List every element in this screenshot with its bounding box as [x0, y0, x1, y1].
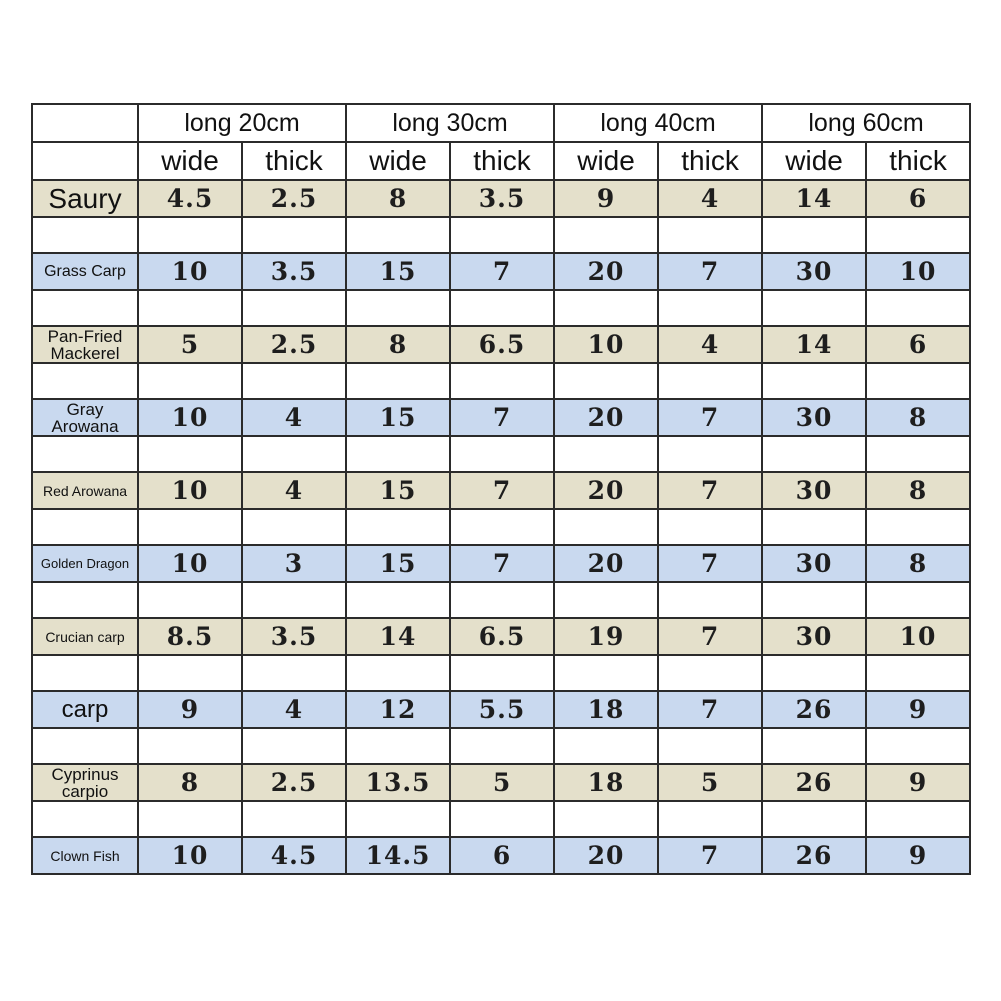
wide-value-cell: 10	[554, 326, 658, 363]
length-header: long 60cm	[762, 104, 970, 142]
empty-cell	[242, 436, 346, 472]
wide-value-cell: 10	[138, 399, 242, 436]
wide-value-cell: 13.5	[346, 764, 450, 801]
dimension-header: thick	[450, 142, 554, 180]
empty-cell	[346, 436, 450, 472]
corner-cell	[32, 104, 138, 142]
length-header: long 40cm	[554, 104, 762, 142]
empty-cell	[346, 582, 450, 618]
wide-value-cell: 8	[138, 764, 242, 801]
empty-cell	[450, 801, 554, 837]
fish-row	[32, 253, 970, 290]
thick-value-cell: 8	[866, 472, 970, 509]
empty-cell	[450, 290, 554, 326]
empty-cell	[32, 217, 138, 253]
empty-cell	[866, 801, 970, 837]
spacer-row	[32, 728, 970, 764]
empty-cell	[138, 363, 242, 399]
wide-value-cell: 14.5	[346, 837, 450, 874]
thick-value-cell: 4	[658, 180, 762, 217]
thick-value-cell: 7	[450, 399, 554, 436]
empty-cell	[658, 290, 762, 326]
thick-value-cell: 8	[866, 399, 970, 436]
wide-value-cell: 8	[346, 326, 450, 363]
thick-value-cell: 6.5	[450, 326, 554, 363]
empty-cell	[242, 801, 346, 837]
empty-cell	[554, 363, 658, 399]
thick-value-cell: 7	[450, 545, 554, 582]
dimension-header: wide	[138, 142, 242, 180]
empty-cell	[762, 728, 866, 764]
wide-value-cell: 5	[138, 326, 242, 363]
dimension-header: thick	[658, 142, 762, 180]
thick-value-cell: 7	[450, 472, 554, 509]
thick-value-cell: 7	[658, 618, 762, 655]
empty-cell	[866, 582, 970, 618]
thick-value-cell: 6	[866, 326, 970, 363]
empty-cell	[32, 509, 138, 545]
wide-value-cell: 18	[554, 691, 658, 728]
empty-cell	[762, 290, 866, 326]
wide-value-cell: 14	[762, 180, 866, 217]
empty-cell	[554, 801, 658, 837]
empty-cell	[554, 728, 658, 764]
empty-cell	[242, 290, 346, 326]
thick-value-cell: 5.5	[450, 691, 554, 728]
fish-row	[32, 399, 970, 436]
spacer-row	[32, 655, 970, 691]
wide-value-cell: 30	[762, 618, 866, 655]
empty-cell	[346, 655, 450, 691]
length-header-row	[32, 104, 970, 142]
empty-cell	[658, 728, 762, 764]
wide-value-cell: 30	[762, 472, 866, 509]
wide-value-cell: 8	[346, 180, 450, 217]
wide-value-cell: 15	[346, 545, 450, 582]
thick-value-cell: 6	[866, 180, 970, 217]
dimension-header: wide	[554, 142, 658, 180]
thick-value-cell: 10	[866, 253, 970, 290]
wide-value-cell: 9	[554, 180, 658, 217]
empty-cell	[138, 655, 242, 691]
thick-value-cell: 3.5	[450, 180, 554, 217]
empty-cell	[762, 436, 866, 472]
thick-value-cell: 10	[866, 618, 970, 655]
empty-cell	[554, 655, 658, 691]
wide-value-cell: 4.5	[138, 180, 242, 217]
spacer-row	[32, 801, 970, 837]
empty-cell	[138, 290, 242, 326]
wide-value-cell: 10	[138, 472, 242, 509]
empty-cell	[346, 728, 450, 764]
empty-cell	[242, 509, 346, 545]
empty-cell	[346, 509, 450, 545]
wide-value-cell: 20	[554, 837, 658, 874]
empty-cell	[346, 217, 450, 253]
corner-cell	[32, 142, 138, 180]
thick-value-cell: 4	[242, 472, 346, 509]
fish-name-cell: Crucian carp	[32, 618, 138, 655]
fish-name-cell: Red Arowana	[32, 472, 138, 509]
fish-size-table	[31, 103, 971, 875]
empty-cell	[138, 801, 242, 837]
empty-cell	[32, 290, 138, 326]
empty-cell	[762, 582, 866, 618]
thick-value-cell: 6	[450, 837, 554, 874]
empty-cell	[138, 728, 242, 764]
wide-value-cell: 12	[346, 691, 450, 728]
thick-value-cell: 7	[658, 472, 762, 509]
empty-cell	[866, 509, 970, 545]
thick-value-cell: 9	[866, 837, 970, 874]
empty-cell	[32, 436, 138, 472]
thick-value-cell: 9	[866, 764, 970, 801]
fish-name-cell: carp	[32, 691, 138, 728]
fish-name-cell: Gray Arowana	[32, 399, 138, 436]
empty-cell	[658, 582, 762, 618]
fish-name-cell: Pan-Fried Mackerel	[32, 326, 138, 363]
wide-value-cell: 9	[138, 691, 242, 728]
thick-value-cell: 7	[658, 545, 762, 582]
thick-value-cell: 3	[242, 545, 346, 582]
thick-value-cell: 8	[866, 545, 970, 582]
wide-value-cell: 30	[762, 399, 866, 436]
wide-value-cell: 14	[346, 618, 450, 655]
thick-value-cell: 2.5	[242, 180, 346, 217]
empty-cell	[242, 582, 346, 618]
thick-value-cell: 3.5	[242, 253, 346, 290]
thick-value-cell: 4	[242, 399, 346, 436]
fish-row	[32, 618, 970, 655]
fish-row	[32, 326, 970, 363]
empty-cell	[138, 509, 242, 545]
empty-cell	[450, 363, 554, 399]
thick-value-cell: 2.5	[242, 326, 346, 363]
empty-cell	[658, 509, 762, 545]
empty-cell	[762, 363, 866, 399]
wide-value-cell: 10	[138, 545, 242, 582]
empty-cell	[658, 217, 762, 253]
wide-value-cell: 26	[762, 837, 866, 874]
spacer-row	[32, 217, 970, 253]
thick-value-cell: 4	[658, 326, 762, 363]
wide-value-cell: 26	[762, 764, 866, 801]
empty-cell	[450, 509, 554, 545]
fish-row	[32, 691, 970, 728]
spacer-row	[32, 363, 970, 399]
dimension-header: thick	[242, 142, 346, 180]
fish-row	[32, 837, 970, 874]
empty-cell	[242, 217, 346, 253]
spacer-row	[32, 436, 970, 472]
empty-cell	[762, 655, 866, 691]
empty-cell	[658, 655, 762, 691]
fish-row	[32, 180, 970, 217]
wide-value-cell: 14	[762, 326, 866, 363]
fish-name-cell: Golden Dragon	[32, 545, 138, 582]
thick-value-cell: 5	[658, 764, 762, 801]
length-header: long 30cm	[346, 104, 554, 142]
empty-cell	[138, 436, 242, 472]
wide-value-cell: 19	[554, 618, 658, 655]
spacer-row	[32, 509, 970, 545]
thick-value-cell: 4.5	[242, 837, 346, 874]
dimension-header: wide	[762, 142, 866, 180]
thick-value-cell: 5	[450, 764, 554, 801]
wide-value-cell: 15	[346, 399, 450, 436]
wide-value-cell: 20	[554, 472, 658, 509]
empty-cell	[32, 728, 138, 764]
thick-value-cell: 7	[658, 691, 762, 728]
empty-cell	[658, 801, 762, 837]
wide-value-cell: 18	[554, 764, 658, 801]
fish-row	[32, 545, 970, 582]
wide-value-cell: 30	[762, 253, 866, 290]
empty-cell	[866, 217, 970, 253]
thick-value-cell: 6.5	[450, 618, 554, 655]
empty-cell	[138, 217, 242, 253]
empty-cell	[138, 582, 242, 618]
empty-cell	[762, 801, 866, 837]
empty-cell	[554, 582, 658, 618]
spacer-row	[32, 582, 970, 618]
empty-cell	[866, 363, 970, 399]
empty-cell	[762, 217, 866, 253]
dimension-header: wide	[346, 142, 450, 180]
empty-cell	[242, 363, 346, 399]
empty-cell	[346, 801, 450, 837]
empty-cell	[866, 290, 970, 326]
empty-cell	[554, 509, 658, 545]
empty-cell	[242, 728, 346, 764]
fish-row	[32, 472, 970, 509]
fish-row	[32, 764, 970, 801]
thick-value-cell: 7	[450, 253, 554, 290]
dimension-header-row	[32, 142, 970, 180]
fish-name-cell: Grass Carp	[32, 253, 138, 290]
thick-value-cell: 7	[658, 253, 762, 290]
thick-value-cell: 3.5	[242, 618, 346, 655]
empty-cell	[32, 582, 138, 618]
empty-cell	[450, 728, 554, 764]
empty-cell	[554, 436, 658, 472]
empty-cell	[554, 290, 658, 326]
thick-value-cell: 7	[658, 837, 762, 874]
wide-value-cell: 15	[346, 253, 450, 290]
thick-value-cell: 9	[866, 691, 970, 728]
empty-cell	[450, 217, 554, 253]
empty-cell	[242, 655, 346, 691]
empty-cell	[866, 655, 970, 691]
thick-value-cell: 7	[658, 399, 762, 436]
wide-value-cell: 10	[138, 837, 242, 874]
empty-cell	[450, 655, 554, 691]
wide-value-cell: 30	[762, 545, 866, 582]
wide-value-cell: 20	[554, 253, 658, 290]
empty-cell	[346, 290, 450, 326]
empty-cell	[554, 217, 658, 253]
empty-cell	[450, 436, 554, 472]
empty-cell	[32, 655, 138, 691]
dimension-header: thick	[866, 142, 970, 180]
wide-value-cell: 15	[346, 472, 450, 509]
wide-value-cell: 10	[138, 253, 242, 290]
empty-cell	[450, 582, 554, 618]
wide-value-cell: 20	[554, 545, 658, 582]
fish-name-cell: Clown Fish	[32, 837, 138, 874]
thick-value-cell: 2.5	[242, 764, 346, 801]
empty-cell	[658, 436, 762, 472]
spacer-row	[32, 290, 970, 326]
wide-value-cell: 26	[762, 691, 866, 728]
fish-name-cell: Cyprinus carpio	[32, 764, 138, 801]
empty-cell	[346, 363, 450, 399]
empty-cell	[32, 801, 138, 837]
thick-value-cell: 4	[242, 691, 346, 728]
empty-cell	[866, 728, 970, 764]
wide-value-cell: 8.5	[138, 618, 242, 655]
empty-cell	[866, 436, 970, 472]
empty-cell	[658, 363, 762, 399]
wide-value-cell: 20	[554, 399, 658, 436]
empty-cell	[762, 509, 866, 545]
length-header: long 20cm	[138, 104, 346, 142]
empty-cell	[32, 363, 138, 399]
fish-name-cell: Saury	[32, 180, 138, 217]
